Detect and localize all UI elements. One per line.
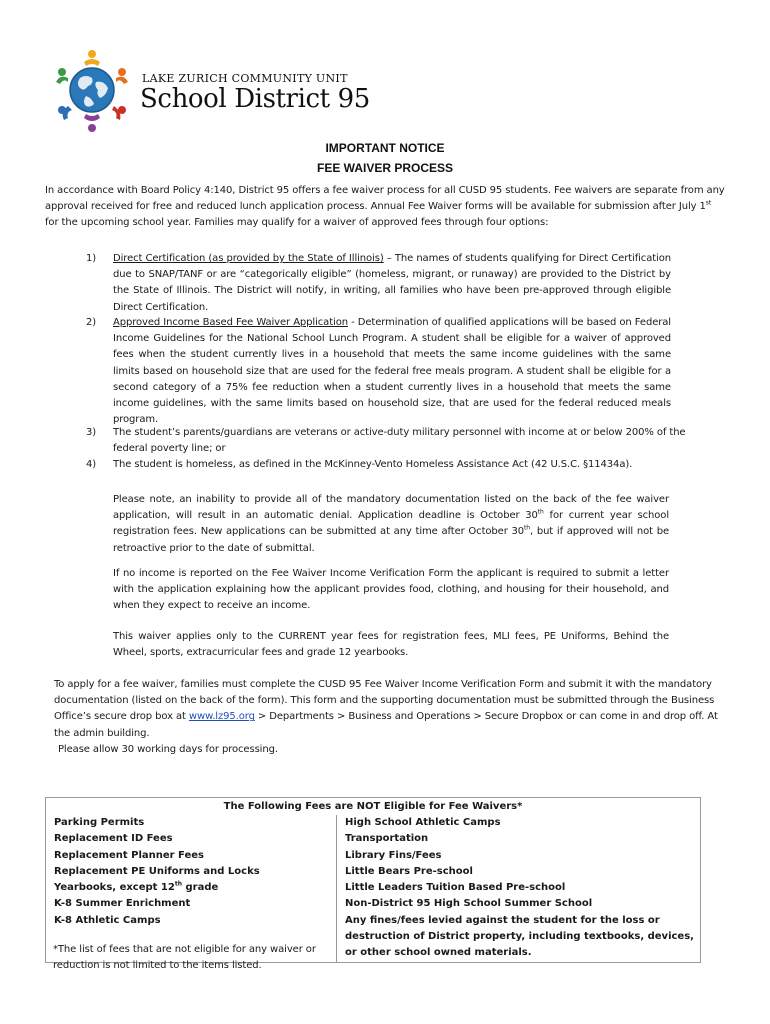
fee-item: Parking Permits: [54, 817, 145, 828]
globe-people-icon: [50, 48, 134, 132]
fee-item: High School Athletic Camps: [345, 817, 501, 828]
option-title: Direct Certification (as provided by the State of Illinois): [113, 253, 384, 264]
option-description: The student is homeless, as defined in the McKinney-Vento Homeless Assistance Act (42 U.S.C. §11434a).: [113, 459, 633, 470]
fee-item: Non-District 95 High School Summer School: [345, 898, 593, 910]
notice-subtitle: FEE WAIVER PROCESS: [316, 161, 454, 175]
fee-item: Transportation: [345, 833, 429, 845]
fee-item: Library Fins/Fees: [345, 849, 442, 861]
district-logo: [50, 48, 370, 138]
current-year-note: This waiver applies only to the CURRENT year fees for registration fees, MLI fees, PE Uniforms, Behind the Wheel, sports, extracurricular fees and grade 12 yearbooks.: [113, 631, 669, 659]
intro-paragraph: [45, 183, 725, 232]
denial-text: Please note, an inability to provide all of the mandatory documentation listed on the back of the fee waiver application, will result in an automatic denial. Application deadline is October 30: [113, 494, 669, 522]
left-fee-column: [46, 815, 337, 962]
intro-text: In accordance with Board Policy 4:140, District 95 offers a fee waiver process for all CUSD 95 students. Fee waivers are separate from any approval received for free and reduced lunch application process. Annual Fee Waiver forms will be available for submission after July 1: [45, 185, 725, 213]
fee-item: Replacement Planner Fees: [54, 849, 204, 861]
fee-item: Little Leaders Tuition Based Pre-school: [345, 882, 566, 894]
option-number: 2): [86, 317, 97, 328]
right-fee-column: [337, 815, 701, 962]
option-description: The student’s parents/guardians are veterans or active-duty military personnel with income at or below 200% of the federal poverty line; or: [113, 427, 686, 455]
fee-item: Replacement PE Uniforms and Locks: [54, 865, 260, 877]
district-website-link[interactable]: www.lz95.org: [188, 711, 255, 723]
fee-item: Any fines/fees levied against the student for the loss or destruction of District property, including textbooks, devices, or other school owned materials.: [345, 914, 694, 959]
option-description: - Determination of qualified applications will be based on Federal Income Guidelines for the National School Lunch Program. A student shall be eligible for a waiver of approved fees when the student currently lives in a household that meets the same income guidelines with the same limits based on household size that are used for the federal free meals program. A student shall be eligible for a second category of a 75% fee reduction when a student currently lives in a household that meets the same income guidelines, with the same limits based on household size, that are used for the federal reduced meals program.: [113, 317, 671, 426]
fee-item-yearbooks: [54, 880, 330, 896]
ineligible-fees-table: [45, 797, 701, 963]
intro-text-end: for the upcoming school year. Families may qualify for a waiver of approved fees through four options:: [45, 217, 549, 229]
option-number: 1): [86, 253, 97, 264]
option-number: 4): [86, 459, 97, 470]
apply-text: To apply for a fee waiver, families must complete the CUSD 95 Fee Waiver Income Verification Form and submit it with the mandatory documentation (listed on the back of the form). This form and the supporting documentation must be submitted through the Business Office’s secure drop box at: [54, 679, 715, 723]
yearbook-text-end: grade: [182, 882, 219, 894]
option-number: 3): [86, 427, 97, 438]
denial-note: [113, 492, 669, 557]
yearbook-sup: th: [174, 880, 182, 888]
table-header: The Following Fees are NOT Eligible for Fee Waivers*: [46, 798, 701, 816]
processing-time-text: Please allow 30 working days for processing.: [58, 743, 278, 755]
fee-item: K-8 Athletic Camps: [54, 914, 161, 926]
fee-item: Little Bears Pre-school: [345, 865, 473, 877]
apply-text-end: > Departments > Business and Operations > Secure Dropbox or can come in and drop off. At the admin building.: [54, 711, 718, 739]
denial-sup: th: [537, 508, 544, 516]
denial-text-end: , but if approved will not be retroactive prior to the date of submittal.: [113, 526, 669, 554]
apply-paragraph: [54, 677, 729, 758]
fee-item: K-8 Summer Enrichment: [54, 898, 191, 910]
option-text: [113, 315, 671, 428]
no-income-note: If no income is reported on the Fee Waiver Income Verification Form the applicant is required to submit a letter with the application explaining how the applicant provides food, clothing, and housing for their household, and when they expect to receive an income.: [113, 568, 669, 612]
option-title: Approved Income Based Fee Waiver Application: [113, 317, 348, 328]
fee-item: Replacement ID Fees: [54, 833, 173, 845]
notice-title: IMPORTANT NOTICE: [325, 141, 445, 155]
option-text: [113, 251, 671, 316]
intro-sup: st: [705, 199, 712, 207]
denial-text-mid: for current year school registration fees. New applications can be submitted at any time after October 30: [113, 510, 670, 538]
denial-sup-2: th: [524, 525, 530, 533]
logo-line-1: LAKE ZURICH COMMUNITY UNIT: [142, 72, 348, 85]
logo-line-2: School District 95: [140, 84, 370, 114]
footnote: *The list of fees that are not eligible for any waiver or reduction is not limited to the items listed.: [53, 944, 316, 972]
yearbook-text: Yearbooks, except 12: [54, 882, 175, 894]
option-description: – The names of students qualifying for Direct Certification due to SNAP/TANF or are “categorically eligible” (homeless, migrant, or runaway) are provided to the District by the State of Illinois. The District will notify, in writing, all families who have been pre-approved through eligible Direct Certification.: [113, 253, 671, 313]
